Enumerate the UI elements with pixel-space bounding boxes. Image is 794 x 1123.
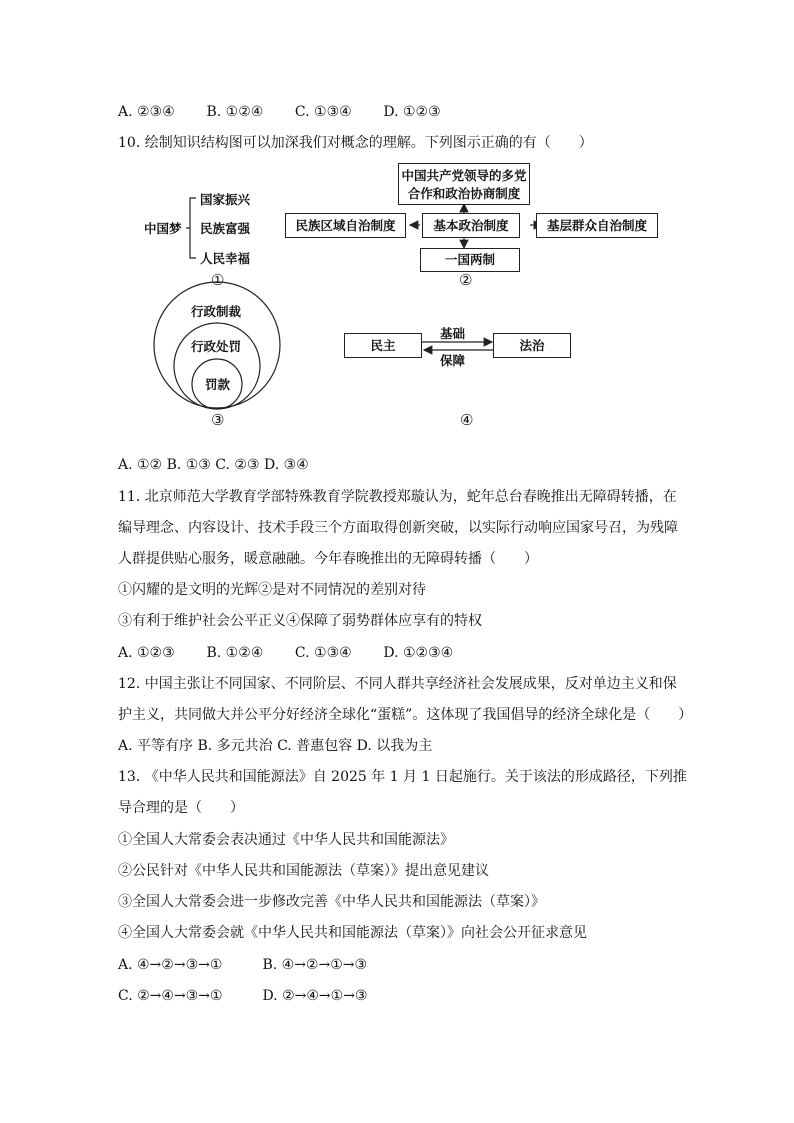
fig3-middle-label: 行政处罚 — [191, 339, 242, 354]
q10-options: A. ①② B. ①③ C. ②③ D. ③④ — [118, 457, 309, 473]
fig4-left-box: 民主 — [344, 333, 422, 358]
fig3-middle-circle — [174, 323, 260, 409]
q13-item-3: ③全国人大常委会进一步修改完善《中华人民共和国能源法（草案）》 — [118, 894, 545, 910]
q11-option-b: B. ①②④ — [206, 645, 264, 661]
q13-stem-line2: 导合理的是（ ） — [118, 800, 244, 816]
q13-item-2: ②公民针对《中华人民共和国能源法（草案）》提出意见建议 — [118, 863, 489, 879]
q11-items-line2: ③有利于维护社会公平正义④保障了弱势群体应享有的特权 — [118, 613, 482, 629]
q11-options — [118, 643, 453, 663]
fig1-branch-2: 民族富强 — [200, 221, 251, 236]
fig3-number: ③ — [211, 411, 225, 429]
q9-option-c: C. ①③④ — [294, 104, 352, 120]
q10-stem: 10. 绘制知识结构图可以加深我们对概念的理解。下列图示正确的有（ ） — [118, 135, 593, 151]
q13-option-d: D. ②→④→①→③ — [262, 988, 368, 1004]
fig1-branch-1: 国家振兴 — [200, 192, 251, 207]
q11-option-d: D. ①②③④ — [383, 645, 454, 661]
fig4-top-arrow-label: 基础 — [440, 326, 466, 341]
q13-options-line2 — [118, 986, 367, 1006]
fig4-right-box: 法治 — [493, 333, 571, 358]
fig1-brace — [186, 196, 198, 260]
q11-stem-line1: 11. 北京师范大学教育学部特殊教育学院教授郑璇认为，蛇年总台春晚推出无障碍转播，在 — [118, 489, 677, 505]
q13-item-1: ①全国人大常委会表决通过《中华人民共和国能源法》 — [118, 832, 454, 848]
q13-options-line1 — [118, 955, 367, 975]
q9-option-a: A. ②③④ — [118, 104, 175, 120]
q11-option-a: A. ①②③ — [118, 645, 175, 661]
fig1-root: 中国梦 — [144, 221, 182, 236]
q9-options — [118, 102, 441, 122]
fig2-top-line2: 合作和政治协商制度 — [407, 186, 521, 201]
q11-stem-line3: 人群提供贴心服务，暖意融融。今年春晚推出的无障碍转播（ ） — [118, 551, 538, 567]
fig2-left-box: 民族区域自治制度 — [285, 213, 406, 238]
fig2-number: ② — [459, 271, 473, 289]
q9-option-b: B. ①②④ — [206, 104, 264, 120]
fig3-inner-label: 罚款 — [205, 377, 231, 392]
fig1-number: ① — [211, 271, 225, 289]
fig2-center-box: 基本政治制度 — [422, 213, 520, 238]
fig4-bottom-arrow-label: 保障 — [440, 353, 466, 368]
q11-items-line1: ①闪耀的是文明的光辉②是对不同情况的差别对待 — [118, 582, 426, 598]
fig2-right-box: 基层群众自治制度 — [536, 213, 658, 238]
q13-option-a: A. ④→②→③→① — [118, 957, 223, 973]
q13-stem-line1: 13. 《中华人民共和国能源法》自 2025 年 1 月 1 日起施行。关于该法的形成路径，下列推 — [118, 769, 687, 785]
q12-stem-line1: 12. 中国主张让不同国家、不同阶层、不同人群共享经济社会发展成果，反对单边主义和保 — [118, 676, 677, 692]
q13-item-4: ④全国人大常委会就《中华人民共和国能源法（草案）》向社会公开征求意见 — [118, 925, 587, 941]
fig2-top-line1: 中国共产党领导的多党 — [401, 168, 527, 183]
q13-option-c: C. ②→④→③→① — [118, 988, 223, 1004]
q11-option-c: C. ①③④ — [294, 645, 352, 661]
fig2-bottom-box: 一国两制 — [420, 248, 520, 272]
fig2-top-box — [398, 163, 530, 205]
fig3-outer-label: 行政制裁 — [191, 304, 242, 319]
q9-option-d: D. ①②③ — [383, 104, 441, 120]
fig1-branch-3: 人民幸福 — [200, 251, 251, 266]
q12-stem-line2: 护主义，共同做大并公平分好经济全球化“蛋糕”。这体现了我国倡导的经济全球化是（ ） — [118, 707, 693, 723]
q13-option-b: B. ④→②→①→③ — [262, 957, 368, 973]
q12-options: A. 平等有序 B. 多元共治 C. 普惠包容 D. 以我为主 — [118, 738, 433, 754]
q11-stem-line2: 编导理念、内容设计、技术手段三个方面取得创新突破，以实际行动响应国家号召，为残障 — [118, 520, 678, 536]
fig4-number: ④ — [460, 411, 474, 429]
